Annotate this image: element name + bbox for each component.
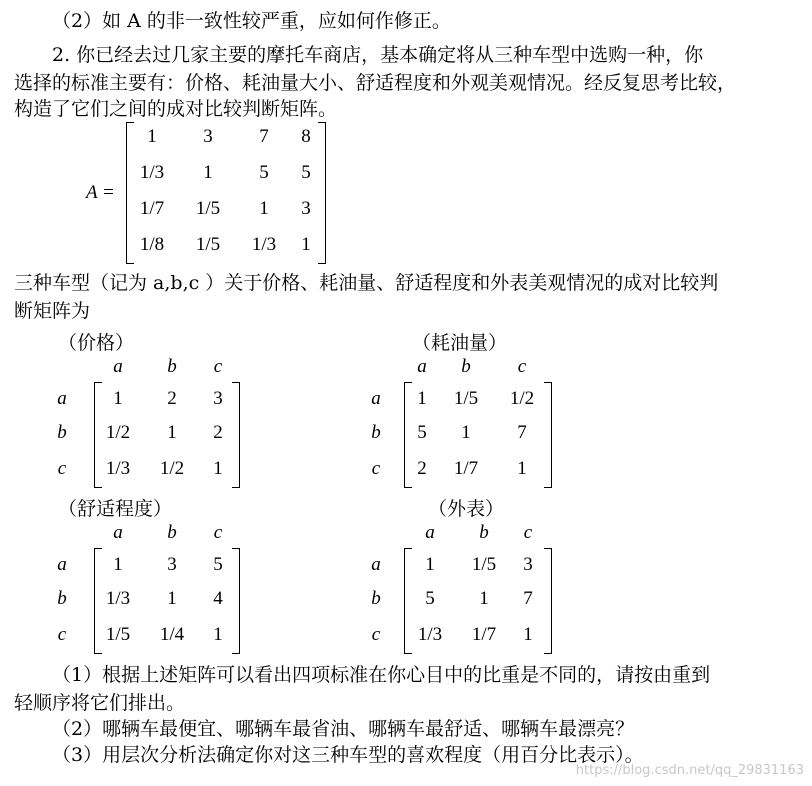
question-2-correction: （2）如 A 的非一致性较严重，应如何作修正。: [52, 10, 451, 32]
matrix-a-cell: 1: [301, 234, 311, 255]
matrix-a-cell: 8: [301, 126, 311, 147]
comfort-row-label: c: [57, 624, 67, 645]
fuel-column-label: b: [461, 356, 471, 377]
task-1-line-2: 轻顺序将它们排出。: [14, 692, 186, 714]
comfort-matrix-cell: 5: [213, 554, 223, 575]
problem-2-line-1: 2. 你已经去过几家主要的摩托车商店，基本确定将从三种车型中选购一种，你: [52, 44, 704, 66]
fuel-matrix-cell: 1: [517, 458, 527, 479]
comfort-matrix-left-bracket: [94, 548, 102, 654]
price-matrix-cell: 1: [213, 458, 223, 479]
task-2: （2）哪辆车最便宜、哪辆车最省油、哪辆车最舒适、哪辆车最漂亮？: [52, 718, 635, 740]
matrix-a-cell: 1/3: [139, 162, 165, 183]
price-matrix-left-bracket: [94, 382, 102, 488]
comfort-row-label: b: [57, 588, 67, 609]
looks-matrix-cell: 1/5: [471, 554, 497, 575]
fuel-matrix-left-bracket: [404, 382, 412, 488]
comfort-column-label: c: [213, 522, 223, 543]
fuel-matrix-title: （耗油量）: [412, 332, 508, 354]
fuel-row-label: b: [371, 422, 381, 443]
matrix-a-cell: 1: [259, 198, 269, 219]
comfort-matrix-cell: 3: [167, 554, 177, 575]
looks-row-label: b: [371, 588, 381, 609]
fuel-matrix-cell: 1: [461, 422, 471, 443]
looks-column-label: c: [523, 522, 533, 543]
watermark: https://blog.csdn.net/qq_29831163: [575, 763, 804, 778]
looks-matrix-cell: 1: [425, 554, 435, 575]
fuel-row-label: a: [371, 388, 381, 409]
comfort-row-label: a: [57, 554, 67, 575]
fuel-matrix-cell: 1/5: [453, 388, 479, 409]
looks-matrix-cell: 7: [523, 588, 533, 609]
comfort-column-label: a: [113, 522, 123, 543]
price-matrix-right-bracket: [232, 382, 240, 488]
price-matrix-cell: 1/2: [105, 422, 131, 443]
price-column-label: c: [213, 356, 223, 377]
task-1-line-1: （1）根据上述矩阵可以看出四项标准在你心目中的比重是不同的，请按由重到: [52, 664, 711, 686]
price-matrix-title: （价格）: [58, 332, 135, 354]
comfort-matrix-cell: 1: [213, 624, 223, 645]
price-matrix-cell: 1: [113, 388, 123, 409]
looks-matrix-title: （外表）: [428, 498, 505, 520]
price-matrix-cell: 1/2: [159, 458, 185, 479]
matrix-a-cell: 1/8: [139, 234, 165, 255]
looks-matrix-cell: 1/7: [471, 624, 497, 645]
looks-column-label: b: [479, 522, 489, 543]
looks-row-label: a: [371, 554, 381, 575]
price-column-label: b: [167, 356, 177, 377]
matrix-a-right-bracket: [318, 122, 326, 264]
looks-matrix-cell: 3: [523, 554, 533, 575]
comfort-matrix-title: （舒适程度）: [58, 498, 173, 520]
price-column-label: a: [113, 356, 123, 377]
comfort-matrix-cell: 1/3: [105, 588, 131, 609]
comfort-matrix-cell: 1: [113, 554, 123, 575]
comfort-column-label: b: [167, 522, 177, 543]
comfort-matrix-cell: 1/4: [159, 624, 185, 645]
price-row-label: b: [57, 422, 67, 443]
matrix-a-label: A =: [86, 182, 115, 203]
matrix-a-cell: 1/3: [251, 234, 277, 255]
comfort-matrix-cell: 4: [213, 588, 223, 609]
looks-matrix-cell: 1: [479, 588, 489, 609]
price-matrix-cell: 1: [167, 422, 177, 443]
price-matrix-cell: 3: [213, 388, 223, 409]
looks-matrix-left-bracket: [404, 548, 412, 654]
matrix-a-cell: 5: [259, 162, 269, 183]
fuel-matrix-cell: 7: [517, 422, 527, 443]
looks-matrix-cell: 1: [523, 624, 533, 645]
fuel-column-label: c: [517, 356, 527, 377]
matrix-a-cell: 3: [301, 198, 311, 219]
fuel-matrix-cell: 1/2: [509, 388, 535, 409]
problem-3-line-2: 断矩阵为: [14, 300, 91, 322]
problem-2-line-2: 选择的标准主要有：价格、耗油量大小、舒适程度和外观美观情况。经反复思考比较，: [14, 72, 737, 94]
fuel-matrix-cell: 5: [417, 422, 427, 443]
comfort-matrix-cell: 1/5: [105, 624, 131, 645]
matrix-a-cell: 1/7: [139, 198, 165, 219]
fuel-matrix-right-bracket: [544, 382, 552, 488]
matrix-a-cell: 1: [147, 126, 157, 147]
price-row-label: a: [57, 388, 67, 409]
comfort-matrix-right-bracket: [232, 548, 240, 654]
fuel-matrix-cell: 2: [417, 458, 427, 479]
price-matrix-cell: 1/3: [105, 458, 131, 479]
looks-matrix-right-bracket: [544, 548, 552, 654]
looks-column-label: a: [425, 522, 435, 543]
fuel-column-label: a: [417, 356, 427, 377]
looks-matrix-cell: 1/3: [417, 624, 443, 645]
task-3: （3）用层次分析法确定你对这三种车型的喜欢程度（用百分比表示）。: [52, 744, 644, 766]
matrix-a-cell: 1/5: [195, 234, 221, 255]
looks-matrix-cell: 5: [425, 588, 435, 609]
looks-row-label: c: [371, 624, 381, 645]
problem-3-line-1: 三种车型（记为 a,b,c ）关于价格、耗油量、舒适程度和外表美观情况的成对比较判: [14, 272, 719, 294]
matrix-a-cell: 1/5: [195, 198, 221, 219]
matrix-a-cell: 7: [259, 126, 269, 147]
fuel-matrix-cell: 1/7: [453, 458, 479, 479]
fuel-row-label: c: [371, 458, 381, 479]
price-matrix-cell: 2: [167, 388, 177, 409]
fuel-matrix-cell: 1: [417, 388, 427, 409]
matrix-a-left-bracket: [126, 122, 134, 264]
comfort-matrix-cell: 1: [167, 588, 177, 609]
matrix-a-cell: 5: [301, 162, 311, 183]
price-row-label: c: [57, 458, 67, 479]
price-matrix-cell: 2: [213, 422, 223, 443]
matrix-a-cell: 1: [203, 162, 213, 183]
matrix-a-cell: 3: [203, 126, 213, 147]
problem-2-line-3: 构造了它们之间的成对比较判断矩阵。: [14, 98, 338, 120]
